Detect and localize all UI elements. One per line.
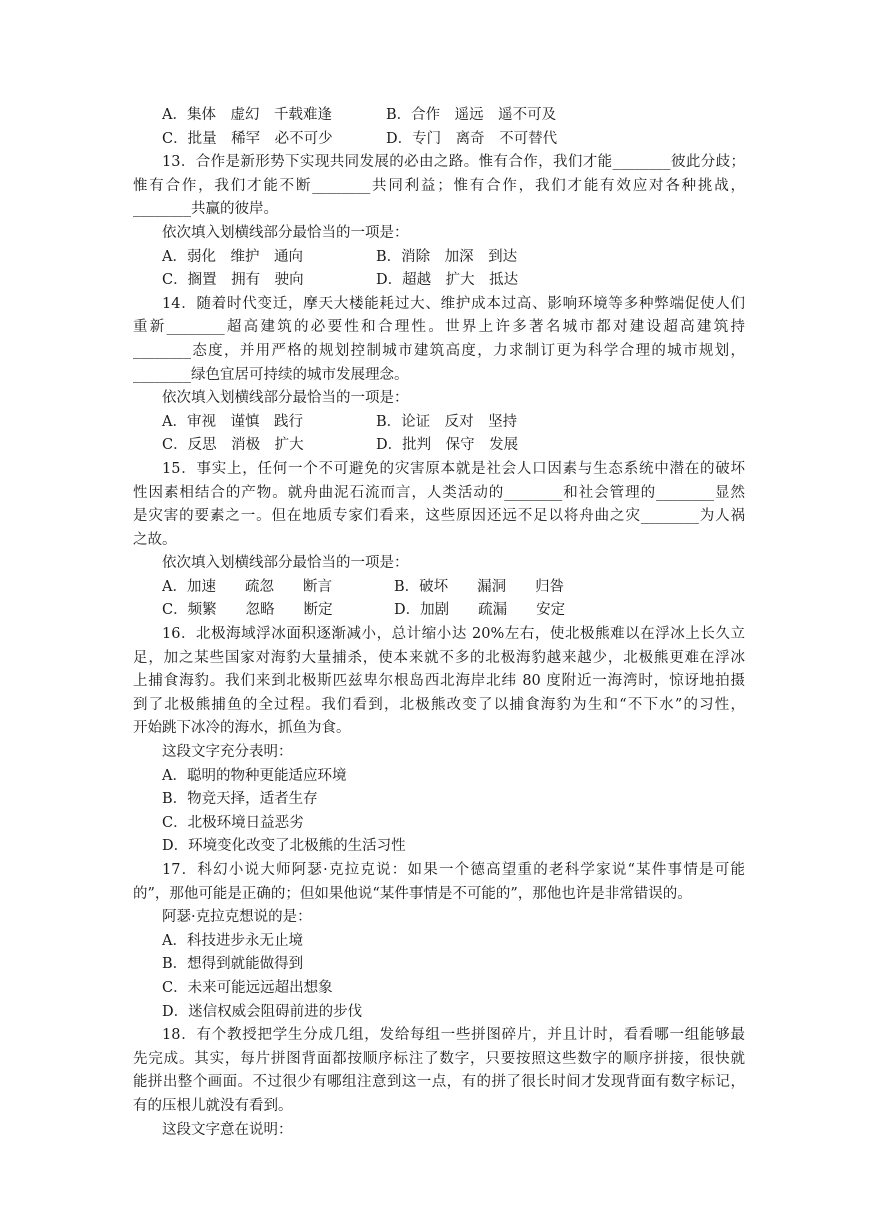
question-text: 的”，那他可能是正确的；但如果他说“某件事情是不可能的”，那他也许是非常错误的。 <box>133 885 692 902</box>
question-stem: C．北极环境日益恶劣 <box>162 814 304 831</box>
answer-options-row <box>133 128 745 152</box>
question-text: 14．随着时代变迁，摩天大楼能耗过大、维护成本过高、影响环境等多种弊端促使人们 <box>162 295 745 312</box>
question-text: 16．北极海域浮冰面积逐渐减小，总计缩小达 20%左右，使北极熊难以在浮冰上长久立 <box>162 626 745 643</box>
question-text: 足，加之某些国家对海豹大量捕杀，使本来就不多的北极海豹越来越少，北极熊更难在浮冰 <box>133 649 745 666</box>
question-text: ________绿色宜居可持续的城市发展理念。 <box>133 366 409 383</box>
question-text: 重新________超高建筑的必要性和合理性。世界上许多著名城市都对建设超高建筑持 <box>133 319 745 336</box>
answer-option: D．超越 扩大 抵达 <box>376 272 519 289</box>
question-text: 上捕食海豹。我们来到北极斯匹兹卑尔根岛西北海岸北纬 80 度附近一海湾时，惊讶地拍摄 <box>133 673 745 690</box>
answer-options-row <box>133 104 745 128</box>
answer-option: B．破坏 漏洞 归咎 <box>394 578 565 595</box>
answer-options-row <box>133 434 745 458</box>
question-text: 到了北极熊捕鱼的全过程。我们看到，北极熊改变了以捕食海豹为生和“不下水”的习性， <box>133 696 745 713</box>
answer-options-row <box>133 576 745 600</box>
answer-option: C．批量 稀罕 必不可少 <box>162 130 333 147</box>
answer-options-row <box>133 269 745 293</box>
question-stem: 这段文字充分表明： <box>162 744 293 761</box>
question-text: 13．合作是新形势下实现共同发展的必由之路。惟有合作，我们才能________彼此分歧； <box>162 154 745 171</box>
question-text: 先完成。其实，每片拼图背面都按顺序标注了数字，只要按照这些数字的顺序拼接，很快就 <box>133 1050 745 1067</box>
question-stem: D．迷信权威会阻碍前进的步伐 <box>162 1003 363 1020</box>
question-text: ________共赢的彼岸。 <box>133 201 278 218</box>
answer-options-row <box>133 246 745 270</box>
question-stem: C．未来可能远远超出想象 <box>162 979 333 996</box>
question-text: 18．有个教授把学生分成几组，发给每组一些拼图碎片，并且计时，看看哪一组能够最 <box>162 1027 745 1044</box>
answer-option: A．弱化 维护 通向 <box>162 248 303 265</box>
answer-options-row <box>133 599 745 623</box>
answer-option: B．论证 反对 坚持 <box>376 413 518 430</box>
question-text: 开始跳下冰冷的海水，抓鱼为食。 <box>133 720 351 737</box>
question-stem: 依次填入划横线部分最恰当的一项是： <box>162 555 409 572</box>
answer-option: A．集体 虚幻 千载难逢 <box>162 107 332 123</box>
question-stem: 依次填入划横线部分最恰当的一项是： <box>162 224 409 241</box>
question-stem: B．物竞天择，适者生存 <box>162 791 318 808</box>
question-text: 有的压根儿就没有看到。 <box>133 1097 293 1114</box>
answer-option: D．批判 保守 发展 <box>376 437 519 454</box>
answer-option: A．审视 谨慎 践行 <box>162 413 303 430</box>
question-text: 能拼出整个画面。不过很少有哪组注意到这一点，有的拼了很长时间才发现背面有数字标记， <box>133 1074 745 1091</box>
answer-option: C．反思 消极 扩大 <box>162 437 304 454</box>
question-text: 性因素相结合的产物。就舟曲泥石流而言，人类活动的________和社会管理的________显然 <box>133 484 745 501</box>
answer-option: B．消除 加深 到达 <box>376 248 518 265</box>
answer-option: A．加速 疏忽 断言 <box>162 578 332 595</box>
question-text: 17．科幻小说大师阿瑟·克拉克说：如果一个德高望重的老科学家说“某件事情是可能 <box>162 862 745 878</box>
question-text: 15．事实上，任何一个不可避免的灾害原本就是社会人口因素与生态系统中潜在的破坏 <box>162 460 745 477</box>
question-stem: 依次填入划横线部分最恰当的一项是： <box>162 390 409 407</box>
question-stem: A．聪明的物种更能适应环境 <box>162 767 347 784</box>
answer-options-row <box>133 411 745 435</box>
question-text: 是灾害的要素之一。但在地质专家们看来，这些原因还远不足以将舟曲之灾________为人祸 <box>133 508 745 525</box>
question-stem: 阿瑟·克拉克想说的是： <box>162 909 312 926</box>
answer-option: C．频繁 忽略 断定 <box>162 602 333 619</box>
question-stem: D．环境变化改变了北极熊的生活习性 <box>162 838 406 855</box>
question-stem: 这段文字意在说明： <box>162 1121 293 1138</box>
question-stem: A．科技进步永无止境 <box>162 932 303 949</box>
answer-option: D．加剧 疏漏 安定 <box>394 602 566 619</box>
exam-questions <box>133 104 745 1142</box>
question-text: ________态度，并用严格的规划控制城市建筑高度，力求制订更为科学合理的城市规划， <box>133 342 745 359</box>
answer-option: B．合作 遥远 遥不可及 <box>386 107 557 123</box>
question-text: 之故。 <box>133 531 177 548</box>
answer-option: C．搁置 拥有 驶向 <box>162 272 304 289</box>
question-stem: B．想得到就能做得到 <box>162 956 304 973</box>
answer-option: D．专门 离奇 不可替代 <box>386 130 558 147</box>
question-text: 惟有合作，我们才能不断________共同利益；惟有合作，我们才能有效应对各种挑战， <box>133 177 745 194</box>
